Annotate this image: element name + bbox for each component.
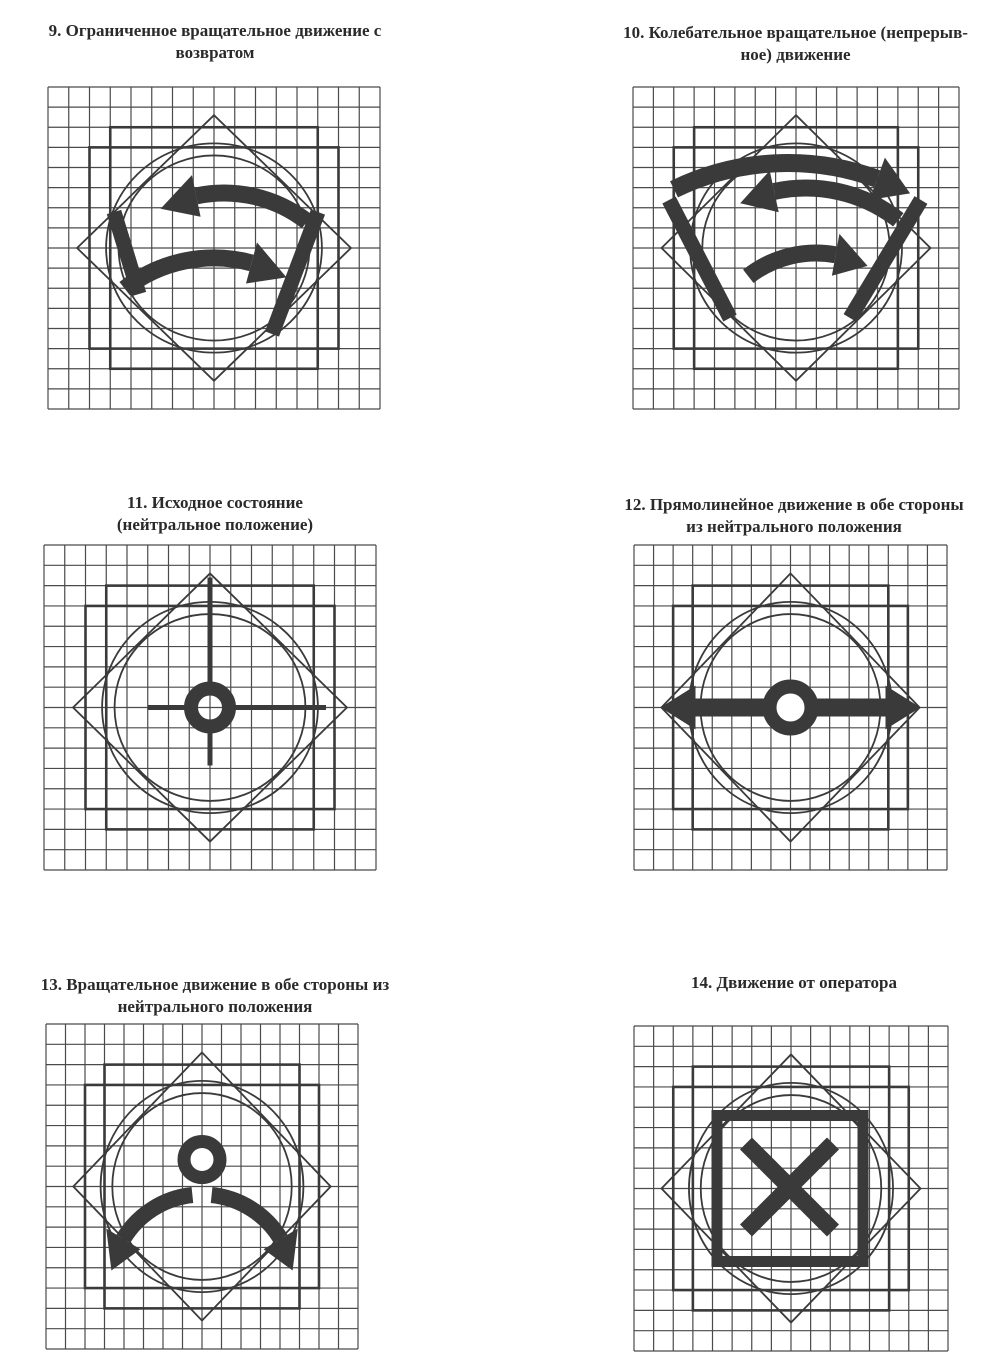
inner-forward-arrow xyxy=(748,234,867,276)
arrow-shaft xyxy=(748,253,835,276)
arrow-head-left xyxy=(661,686,696,730)
panel-title: 9. Ограниченное вращательное движение с возвратом xyxy=(48,21,382,62)
symbol-limited-rotation-return xyxy=(48,87,380,409)
forward-arrow xyxy=(125,242,287,288)
left-stop-bar xyxy=(669,200,730,318)
arrow-head-right xyxy=(886,686,921,730)
symbol-rotation-both-ways xyxy=(46,1024,358,1349)
arrow-head xyxy=(740,171,779,213)
symbol-oscillating-rotation xyxy=(633,87,959,409)
grid xyxy=(46,1024,358,1349)
symbol-linear-both-ways xyxy=(634,545,947,870)
arrow-shaft xyxy=(125,258,252,289)
panel-title: 14. Движение от оператора xyxy=(690,973,898,992)
neutral-ring xyxy=(770,687,812,729)
neutral-ring xyxy=(184,1142,220,1178)
panel-title: 10. Колебательное вращательное (непрерыв- ное) движение xyxy=(623,23,968,64)
panel-title: 12. Прямолинейное движение в обе стороны из нейтрального положения xyxy=(624,495,964,536)
panel-title: 11. Исходное состояние (нейтральное положение) xyxy=(116,493,314,534)
symbol-neutral-position xyxy=(44,545,376,870)
panel-title: 13. Вращательное движение в обе стороны из нейтрального положения xyxy=(40,975,390,1016)
symbol-movement-away-from-operator xyxy=(634,1026,948,1351)
arrow-head xyxy=(161,175,201,217)
return-arrow xyxy=(161,175,308,222)
grid xyxy=(48,87,380,409)
